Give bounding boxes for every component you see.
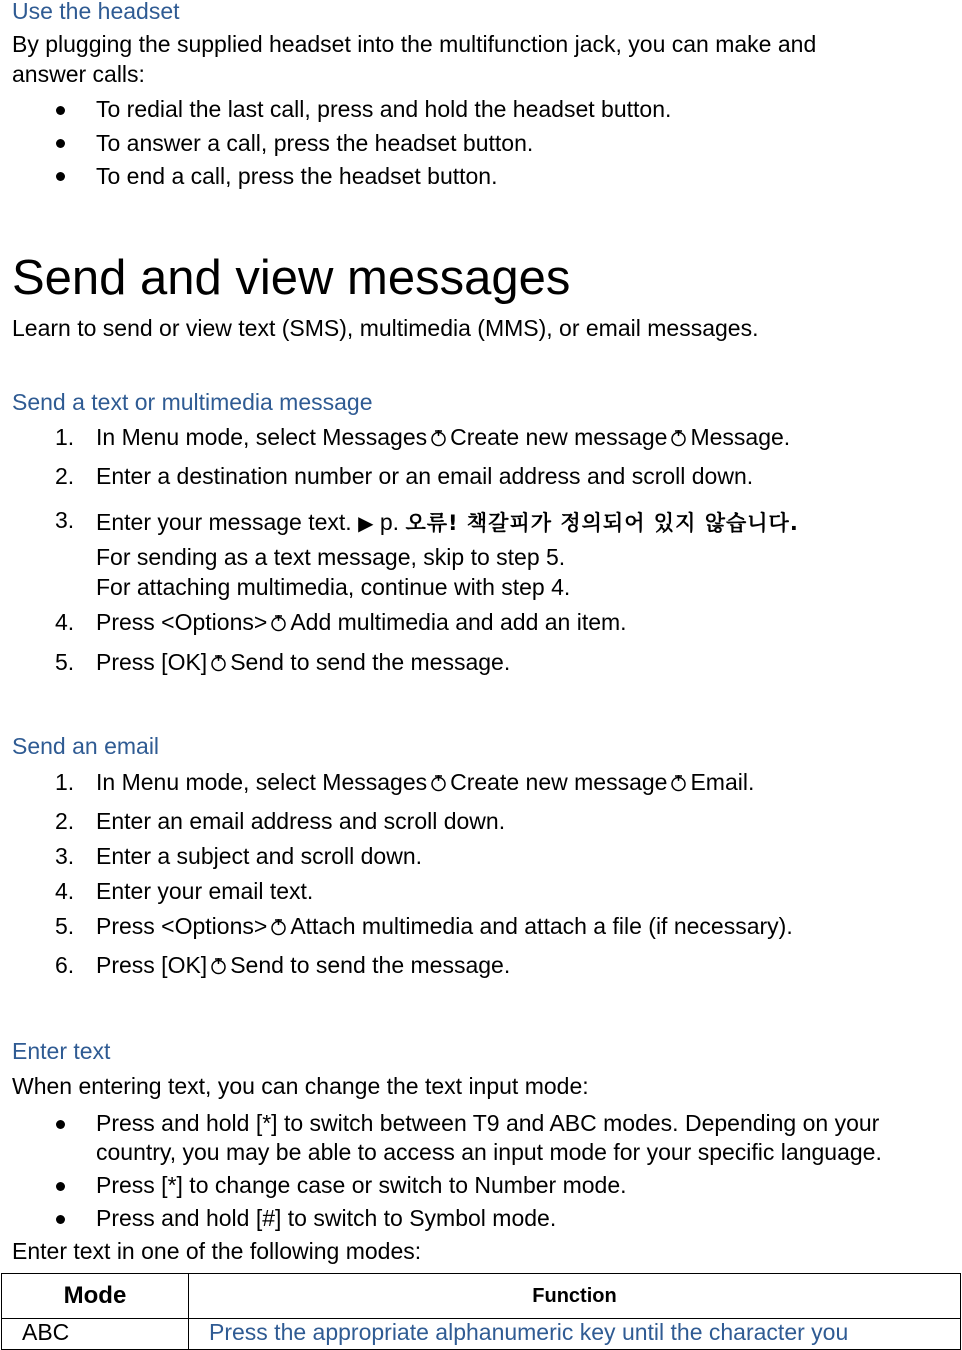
modes-table [1, 1273, 961, 1350]
table-row [2, 1319, 961, 1350]
navigation-key-icon [270, 917, 287, 936]
headset-bullet-answer: To answer a call, press the headset button. [96, 130, 534, 156]
step-number: 2. [55, 808, 75, 834]
function-cell: Press the appropriate alphanumeric key until the character you [189, 1319, 961, 1350]
step-number: 1. [55, 769, 75, 795]
step-number: 4. [55, 878, 75, 904]
section-heading-enter-text: Enter text [12, 1038, 111, 1064]
send-email-step2: Enter an email address and scroll down. [96, 808, 506, 834]
navigation-key-icon [670, 773, 687, 792]
send-text-step1: In Menu mode, select Messages Create new message Message. [96, 424, 791, 450]
step-number: 4. [55, 609, 75, 635]
section-heading-send-email: Send an email [12, 733, 160, 759]
headset-bullet-redial: To redial the last call, press and hold the headset button. [96, 96, 672, 122]
bullet-dot-icon [56, 1215, 65, 1224]
send-email-step1: In Menu mode, select Messages Create new message Email. [96, 769, 755, 795]
send-email-step6: Press [OK] Send to send the message. [96, 952, 511, 978]
modes-intro: Enter text in one of the following modes: [12, 1238, 422, 1264]
page-title: Send and view messages [12, 251, 571, 305]
right-triangle-arrow-icon: ▶ [358, 513, 374, 535]
bookmark-error-text: 오류! 책갈피가 정의되어 있지 않습니다. [405, 511, 799, 535]
enter-text-bullet1-line1: Press and hold [*] to switch between T9 and ABC modes. Depending on your [96, 1110, 880, 1136]
bullet-dot-icon [56, 172, 65, 181]
send-text-step3-note2: For attaching multimedia, continue with step 4. [96, 574, 571, 600]
headset-intro-line1: By plugging the supplied headset into the multifunction jack, you can make and [12, 31, 817, 57]
bullet-dot-icon [56, 139, 65, 148]
bullet-dot-icon [56, 106, 65, 115]
enter-text-intro: When entering text, you can change the text input mode: [12, 1073, 589, 1099]
bullet-dot-icon [56, 1120, 65, 1129]
navigation-key-icon [430, 773, 447, 792]
send-email-step4: Enter your email text. [96, 878, 314, 904]
step-number: 6. [55, 952, 75, 978]
section-heading-send-text: Send a text or multimedia message [12, 389, 373, 415]
step-number: 3. [55, 843, 75, 869]
send-text-step3-note1: For sending as a text message, skip to step 5. [96, 544, 566, 570]
mode-cell: ABC [2, 1319, 189, 1350]
send-text-step3: Enter your message text. ▶ p. 오류! 책갈피가 정의되어 있지 않습니다. [96, 509, 799, 535]
send-email-step3: Enter a subject and scroll down. [96, 843, 423, 869]
step-number: 3. [55, 507, 75, 533]
table-header-row [2, 1274, 961, 1319]
messages-intro: Learn to send or view text (SMS), multimedia (MMS), or email messages. [12, 315, 759, 341]
navigation-key-icon [210, 956, 227, 975]
bullet-dot-icon [56, 1182, 65, 1191]
section-heading-headset: Use the headset [12, 0, 180, 24]
send-email-step5: Press <Options> Attach multimedia and attach a file (if necessary). [96, 913, 793, 939]
enter-text-bullet1-line2: country, you may be able to access an input mode for your specific language. [96, 1139, 882, 1165]
step-number: 2. [55, 463, 75, 489]
send-text-step2: Enter a destination number or an email address and scroll down. [96, 463, 754, 489]
headset-intro-line2: answer calls: [12, 61, 145, 87]
headset-bullet-end: To end a call, press the headset button. [96, 163, 498, 189]
step-number: 5. [55, 913, 75, 939]
navigation-key-icon [270, 613, 287, 632]
enter-text-bullet2: Press [*] to change case or switch to Number mode. [96, 1172, 627, 1198]
column-header-mode: Mode [2, 1274, 189, 1319]
send-text-step5: Press [OK] Send to send the message. [96, 649, 511, 675]
navigation-key-icon [210, 653, 227, 672]
step-number: 1. [55, 424, 75, 450]
navigation-key-icon [430, 428, 447, 447]
send-text-step4: Press <Options> Add multimedia and add an item. [96, 609, 627, 635]
column-header-function: Function [189, 1274, 961, 1319]
step-number: 5. [55, 649, 75, 675]
enter-text-bullet3: Press and hold [#] to switch to Symbol mode. [96, 1205, 557, 1231]
navigation-key-icon [670, 428, 687, 447]
